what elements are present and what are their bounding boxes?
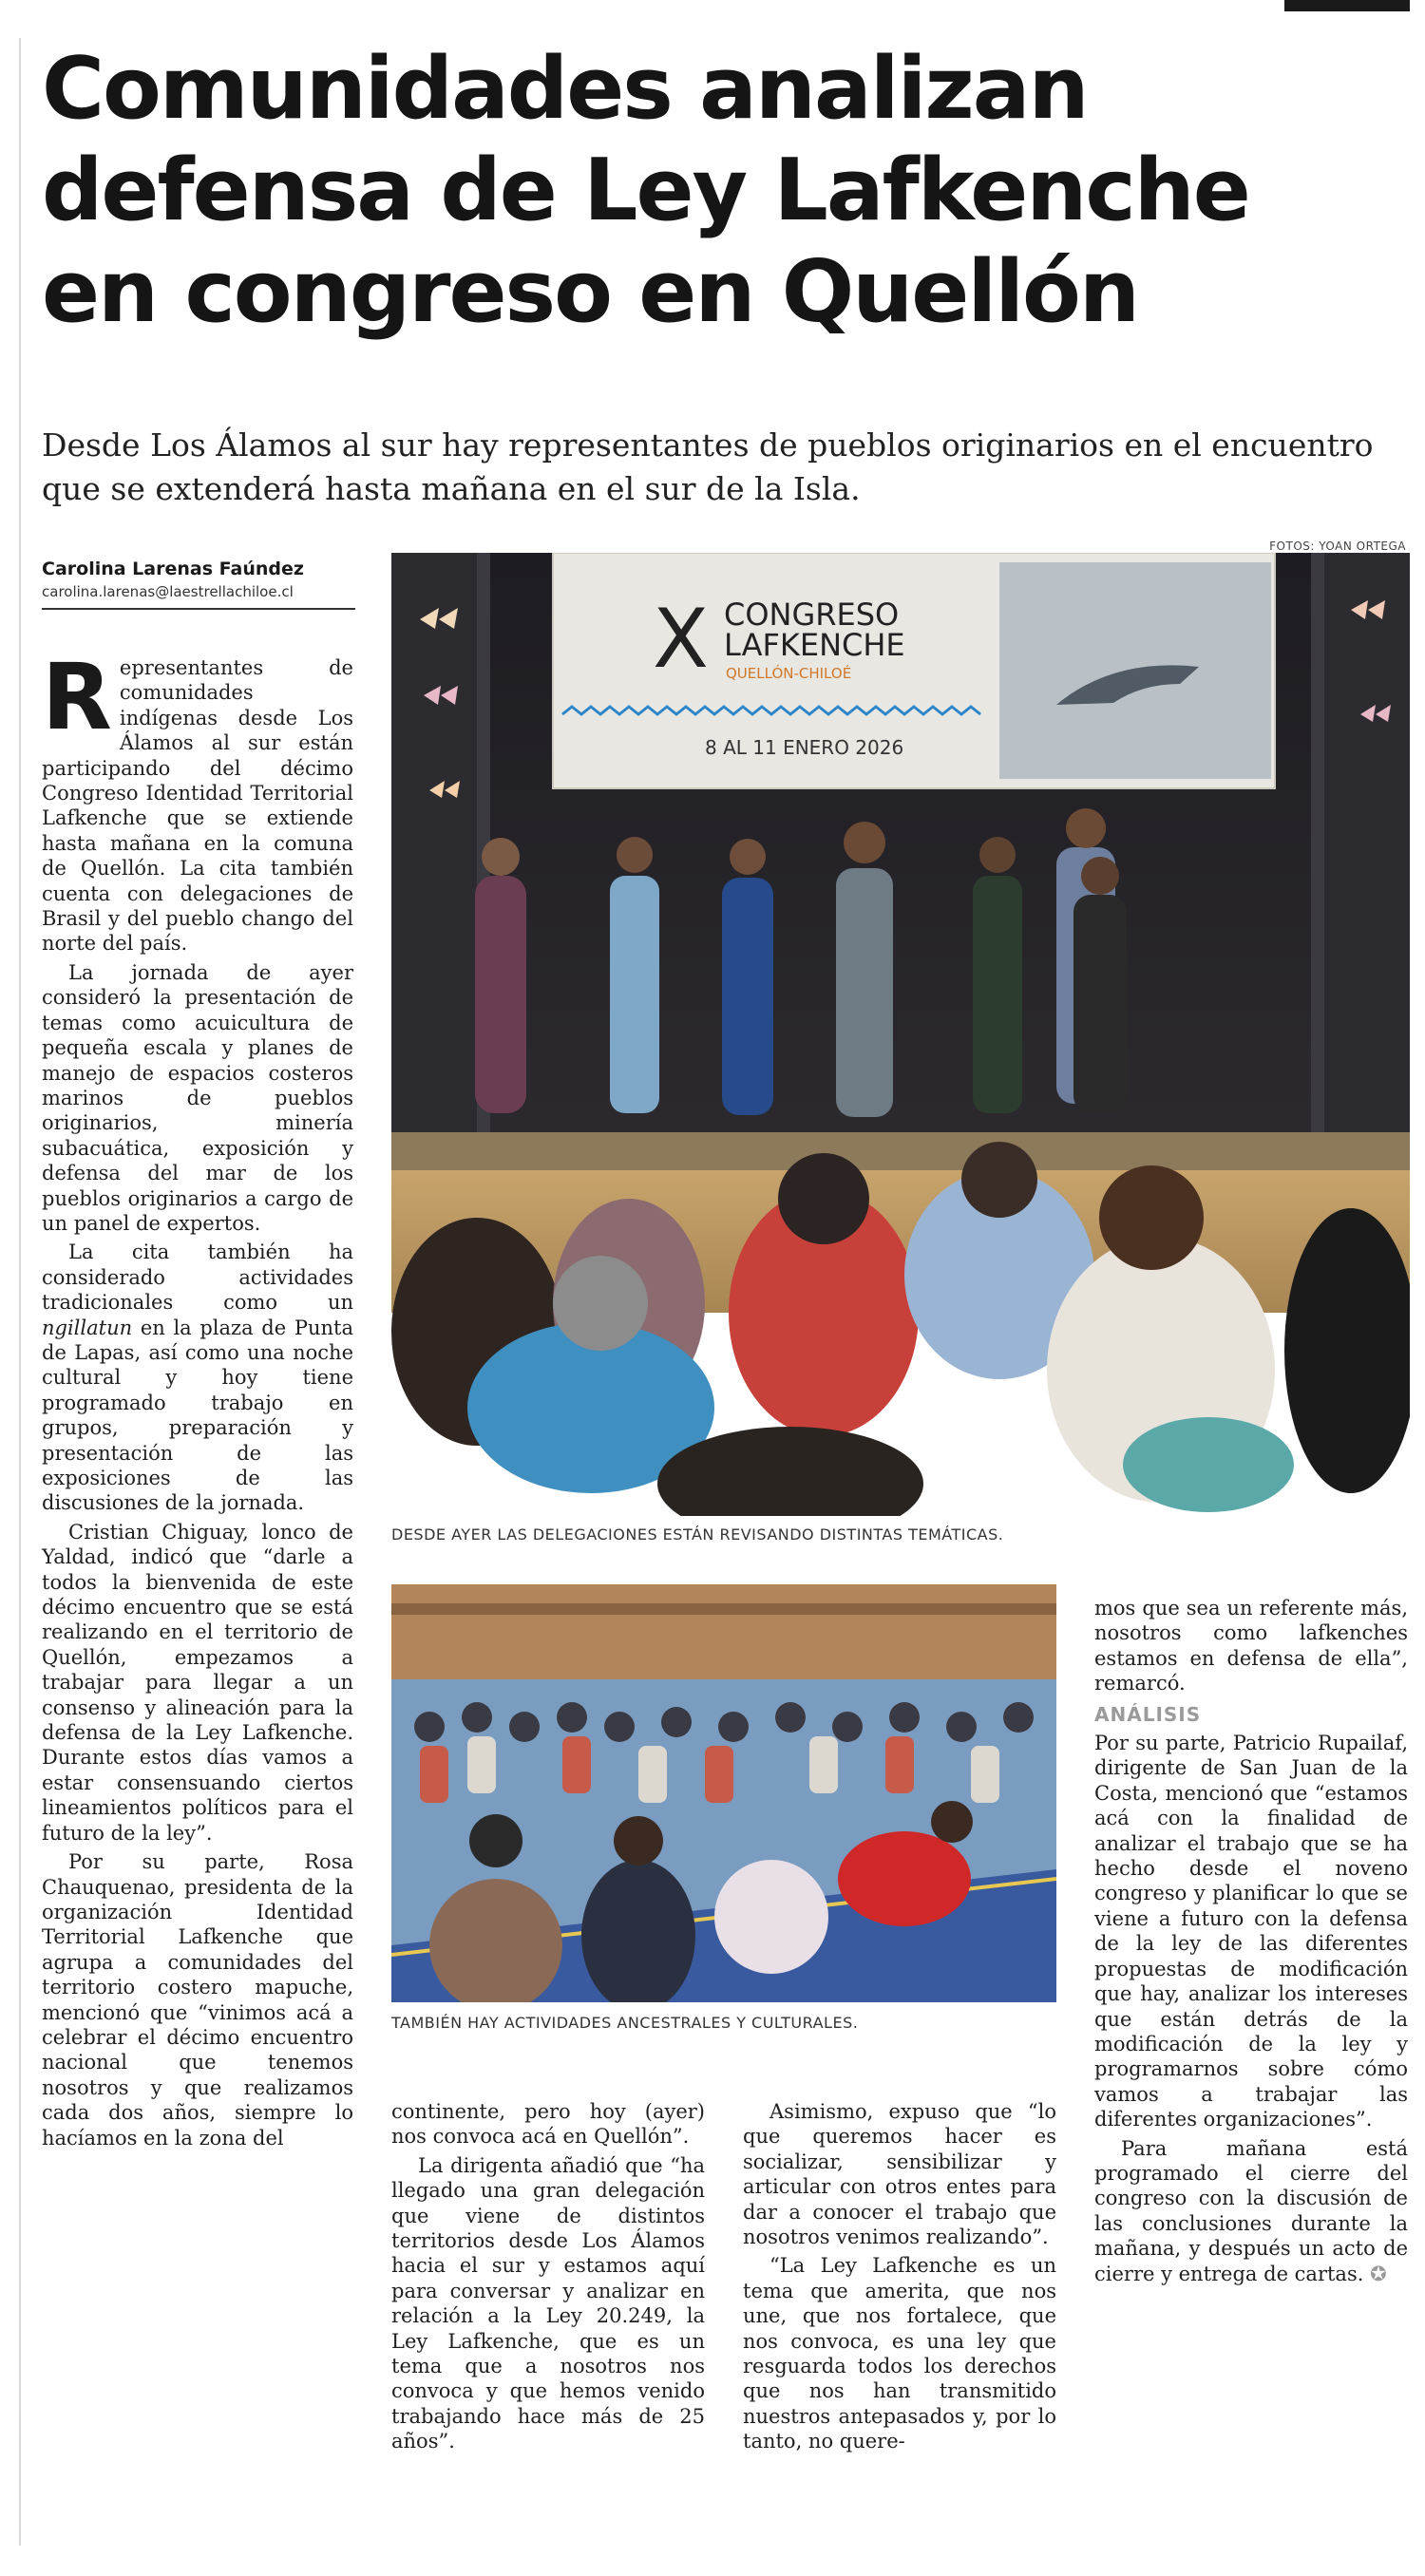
article-column-1	[42, 644, 353, 2154]
paragraph: Asimismo, expuso que “lo que queremos hacer es socializar, sensibilizar y articular con otros entes para dar a conocer el trabajo que nosotros venimos realizando”.	[743, 2100, 1056, 2249]
article-column-2	[391, 2099, 705, 2458]
paragraph-text: epresentantes de comunidades indígenas desde Los Álamos al sur están participando del décimo Congreso Identidad Territorial Lafkenche que se extiende hasta mañana en la comuna de Quellón. La cita también cuenta con delegaciones de Brasil y del pueblo chango del norte del país.	[42, 656, 353, 956]
paragraph-text: La cita también ha considerado actividades tradicionales como un	[42, 1241, 353, 1315]
subheadline: Desde Los Álamos al sur hay representantes de pueblos originarios en el encuentro que se extenderá hasta mañana en el sur de la Isla.	[42, 426, 1374, 507]
main-photo-caption: DESDE AYER LAS DELEGACIONES ESTÁN REVISANDO DISTINTAS TEMÁTICAS.	[391, 1525, 1004, 1544]
banner-place: QUELLÓN-CHILOÉ	[726, 665, 852, 682]
crowd-scene-illustration	[391, 1584, 1056, 2002]
paragraph	[42, 1240, 353, 1515]
banner-roman-numeral: X	[653, 592, 709, 687]
paragraph: Por su parte, Patricio Rupailaf, dirigente de San Juan de la Costa, mencionó que “estamos acá con la finalidad de analizar el trabajo que se ha hecho desde el noveno congreso y planificar lo que se viene a futuro con la defensa de la ley de las diferentes propuestas de modificación que hay, analizar los intereses que están detrás de la modificación de la ley y programarnos sobre cómo vamos a trabajar las diferentes organizaciones”.	[1094, 1732, 1408, 2131]
end-mark-icon: ✪	[1370, 2262, 1387, 2285]
top-corner-bar	[1284, 0, 1410, 11]
article-column-4	[1094, 1596, 1408, 2290]
paragraph: Cristian Chiguay, lonco de Yaldad, indicó que “darle a todos la bienvenida de este décimo encuentro que se está realizando en el territorio de Quellón, empezamos a trabajar para llegar a un consenso y alineación para la defensa de la Ley Lafkenche. Durante estos días vamos a estar consensuando ciertos lineamientos políticos para el futuro de la ley”.	[42, 1520, 353, 1845]
author-email[interactable]: carolina.larenas@laestrellachiloe.cl	[42, 583, 294, 600]
headline-line-3: en congreso en Quellón	[42, 242, 1138, 342]
headline-line-1: Comunidades analizan	[42, 39, 1088, 139]
paragraph: “La Ley Lafkenche es un tema que amerita, que nos une, que nos fortalece, que nos convoca, es una ley que resguarda todos los derechos que nos han transmitido nuestros antepasados y, por lo tanto, no quere-	[743, 2254, 1056, 2453]
paragraph: mos que sea un referente más, nosotros como lafkenches estamos en defensa de ella”, remarcó.	[1094, 1597, 1408, 1695]
left-column-rule	[19, 38, 21, 2546]
headline	[42, 38, 1410, 343]
secondary-photo-caption: TAMBIÉN HAY ACTIVIDADES ANCESTRALES Y CULTURALES.	[391, 2014, 859, 2032]
stage-scene-illustration	[391, 553, 1410, 1516]
section-heading: ANÁLISIS	[1094, 1702, 1202, 1726]
banner-title-2: LAFKENCHE	[724, 627, 905, 663]
banner-title-1: CONGRESO	[724, 597, 900, 633]
paragraph: La dirigenta añadió que “ha llegado una gran delegación que viene de distintos territorios desde Los Álamos hacia el sur y estamos aquí para conversar y analizar en relación a la Ley 20.249, la Ley Lafkenche, que es un tema que a nosotros nos convoca y que hemos venido trabajando hace más de 25 años”.	[391, 2153, 705, 2453]
paragraph: Por su parte, Rosa Chauquenao, presidenta de la organización Identidad Territorial Lafkenche que agrupa a comunidades del territorio costero mapuche, mencionó que “vinimos acá a celebrar el décimo encuentro nacional que tenemos nosotros y que realizamos cada dos años, siempre lo hacíamos en la zona del	[42, 1850, 353, 2150]
italic-term: ngillatun	[42, 1316, 133, 1339]
paragraph: continente, pero hoy (ayer) nos convoca acá en Quellón”.	[391, 2100, 705, 2149]
paragraph-text: en la plaza de Punta de Lapas, así como una noche cultural y hoy tiene programado trabajo en grupos, preparación y presentación de las exposiciones de las discusiones de la jornada.	[42, 1316, 353, 1515]
drop-cap: R	[42, 644, 112, 750]
paragraph	[1094, 2136, 1408, 2286]
article-column-3	[743, 2099, 1056, 2458]
banner-dates: 8 AL 11 ENERO 2026	[705, 736, 904, 759]
secondary-photo	[391, 1584, 1056, 2002]
headline-line-2: defensa de Ley Lafkenche	[42, 141, 1249, 240]
photo-credit: FOTOS: YOAN ORTEGA	[1269, 540, 1406, 553]
paragraph	[42, 644, 353, 957]
byline	[42, 557, 355, 610]
paragraph: La jornada de ayer consideró la presentación de temas como acuicultura de pequeña escala y planes de manejo de espacios costeros marinos de pueblos originarios, minería subacuática, exposición y defensa del mar de los pueblos originarios a cargo de un panel de expertos.	[42, 960, 353, 1235]
main-photo	[391, 553, 1410, 1516]
paragraph-text: Para mañana está programado el cierre del congreso con la discusión de las conclusiones durante la mañana, y después un acto de cierre y entrega de cartas.	[1094, 2136, 1408, 2285]
author-name: Carolina Larenas Faúndez	[42, 559, 304, 579]
